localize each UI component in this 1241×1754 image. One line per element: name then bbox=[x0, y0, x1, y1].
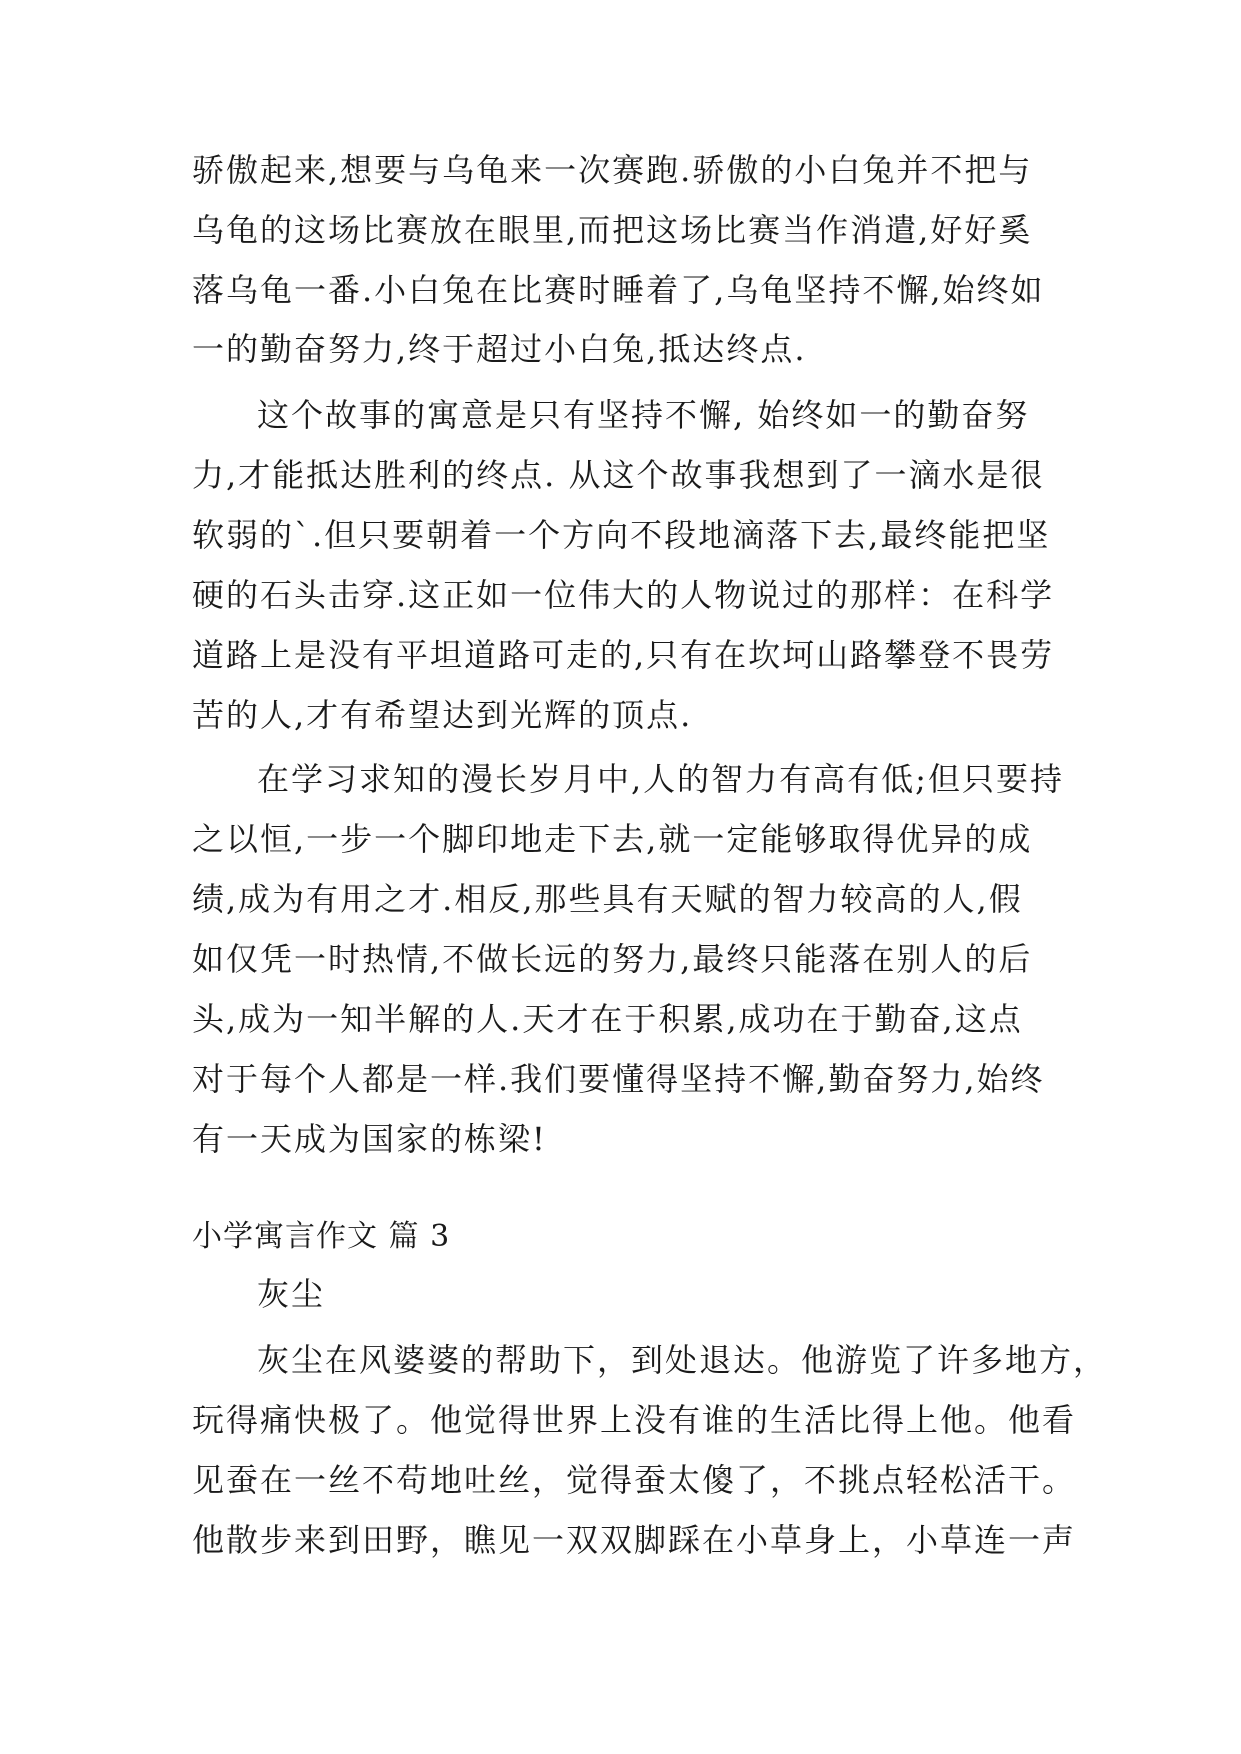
story-title: 灰尘 bbox=[257, 1275, 326, 1313]
paragraph-line: 在学习求知的漫长岁月中,人的智力有高有低;但只要持 bbox=[257, 760, 1064, 798]
paragraph-line: 见蚕在一丝不苟地吐丝，觉得蚕太傻了，不挑点轻松活干。 bbox=[192, 1461, 1077, 1499]
paragraph-line: 软弱的`.但只要朝着一个方向不段地滴落下去,最终能把坚 bbox=[192, 516, 1051, 554]
paragraph-line: 落乌龟一番.小白兔在比赛时睡着了,乌龟坚持不懈,始终如 bbox=[192, 271, 1045, 309]
paragraph-line: 一的勤奋努力,终于超过小白兔,抵达终点. bbox=[192, 330, 807, 368]
paragraph-line: 玩得痛快极了。他觉得世界上没有谁的生活比得上他。他看 bbox=[192, 1401, 1077, 1439]
paragraph-line: 绩,成为有用之才.相反,那些具有天赋的智力较高的人,假 bbox=[192, 880, 1023, 918]
paragraph-line: 如仅凭一时热情,不做长远的努力,最终只能落在别人的后 bbox=[192, 940, 1033, 978]
paragraph-line: 有一天成为国家的栋梁! bbox=[192, 1120, 547, 1158]
paragraph-line: 乌龟的这场比赛放在眼里,而把这场比赛当作消遣,好好奚 bbox=[192, 211, 1033, 249]
paragraph-line: 力,才能抵达胜利的终点. 从这个故事我想到了一滴水是很 bbox=[192, 456, 1045, 494]
section-heading: 小学寓言作文 篇 3 bbox=[192, 1219, 451, 1254]
paragraph-line: 道路上是没有平坦道路可走的,只有在坎坷山路攀登不畏劳 bbox=[192, 636, 1055, 674]
paragraph-line: 硬的石头击穿.这正如一位伟大的人物说过的那样：在科学 bbox=[192, 576, 1055, 614]
paragraph-line: 对于每个人都是一样.我们要懂得坚持不懈,勤奋努力,始终 bbox=[192, 1060, 1045, 1098]
paragraph-line: 苦的人,才有希望达到光辉的顶点. bbox=[192, 696, 693, 734]
paragraph-line: 头,成为一知半解的人.天才在于积累,成功在于勤奋,这点 bbox=[192, 1000, 1023, 1038]
paragraph-line: 骄傲起来,想要与乌龟来一次赛跑.骄傲的小白兔并不把与 bbox=[192, 151, 1033, 189]
paragraph-line: 他散步来到田野，瞧见一双双脚踩在小草身上，小草连一声 bbox=[192, 1521, 1077, 1559]
paragraph-line: 这个故事的寓意是只有坚持不懈, 始终如一的勤奋努 bbox=[257, 396, 1030, 434]
paragraph-line: 灰尘在风婆婆的帮助下，到处退达。他游览了许多地方， bbox=[257, 1341, 1108, 1379]
paragraph-line: 之以恒,一步一个脚印地走下去,就一定能够取得优异的成 bbox=[192, 820, 1033, 858]
